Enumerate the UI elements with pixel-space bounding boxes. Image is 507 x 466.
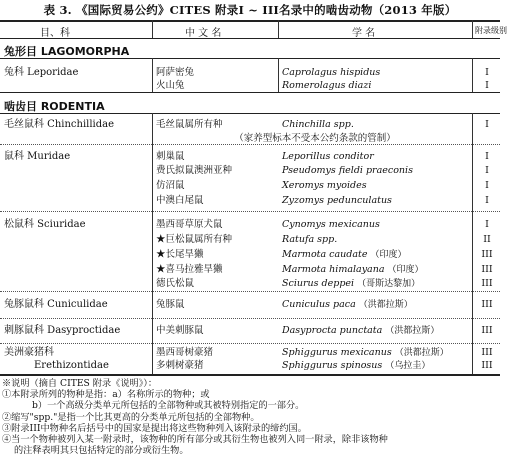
listing-country: （洪都拉斯） [358, 300, 413, 310]
scientific-name-text: Dasyprocta punctata [282, 325, 383, 336]
scientific-name-text: Sphiggurus spinosus [282, 360, 383, 371]
listing-country: （印度） [370, 250, 407, 260]
appendix-level: I [485, 195, 489, 206]
appendix-level: I [485, 180, 489, 191]
appendix-level: I [485, 151, 489, 162]
appendix-level: III [481, 264, 493, 275]
scientific-name [282, 248, 472, 262]
chinese-name: 墨西哥树豪猪 [156, 347, 214, 358]
header-order-family: 目、科 [40, 28, 70, 39]
scientific-name [282, 346, 472, 360]
family-name: 鼠科 Muridae [4, 151, 71, 162]
chinese-name: 中澳白尾鼠 [156, 195, 204, 206]
family-name-latin: Erethizontidae [34, 360, 109, 371]
chinese-name: 墨西哥草原犬鼠 [156, 219, 223, 230]
scientific-name: Chinchilla spp. [282, 119, 354, 130]
family-name: 毛丝鼠科 Chinchillidae [4, 119, 115, 130]
family-name: 美洲豪猪科 [4, 347, 54, 358]
listing-country: （洪都拉斯） [385, 326, 440, 336]
scientific-name: Caprolagus hispidus [282, 67, 381, 78]
rule-after-sciuridae [0, 291, 500, 292]
rule-after-leporidae [0, 92, 500, 93]
family-name: 兔科 Leporidae [4, 67, 79, 78]
appendix-level: III [481, 249, 493, 260]
rule-after-muridae [0, 211, 500, 212]
listing-country: （哥斯达黎加） [357, 279, 421, 289]
family-name: 兔豚鼠科 Cuniculidae [4, 299, 108, 310]
scientific-name-text: Sciurus deppei [282, 278, 355, 289]
appendix-level: III [481, 278, 493, 289]
rule-after-dasyproctidae [0, 343, 500, 344]
scientific-name [282, 359, 472, 373]
family-name: 刺豚鼠科 Dasyproctidae [4, 325, 121, 336]
scientific-name: Zyzomys pedunculatus [282, 195, 392, 206]
chinese-name: ★巨松鼠属所有种 [156, 234, 233, 245]
listing-country: （印度） [387, 265, 424, 275]
scientific-name: Ratufa spp. [282, 234, 338, 245]
section-title: 兔形目 LAGOMORPHA [4, 45, 130, 58]
scientific-name-text: Cuniculus paca [282, 299, 356, 310]
header-appendix-level: 附录级别 [475, 26, 507, 35]
appendix-level: I [485, 119, 489, 130]
scientific-name: Pseudomys fieldi praeconis [282, 165, 413, 176]
rule-after-cuniculidae [0, 318, 500, 319]
scientific-name [282, 298, 472, 312]
notes-heading: ※说明（摘自 CITES 附录《说明》）： [2, 378, 158, 389]
section-title: 啮齿目 RODENTIA [4, 100, 105, 113]
chinese-name: 多刺树豪猪 [156, 360, 204, 371]
scientific-name: Leporillus conditor [282, 151, 374, 162]
chinese-name: ★长尾旱獭 [156, 249, 204, 260]
scientific-name: Xeromys myoides [282, 180, 367, 191]
chinese-name: 刺巢鼠 [156, 151, 185, 162]
domestic-form-note: （家养型标本不受本公约条款的管制） [234, 133, 396, 144]
appendix-level: III [481, 325, 493, 336]
chinese-name: 阿萨密兔 [156, 67, 195, 78]
chinese-name: 中美刺豚鼠 [156, 325, 204, 336]
appendix-level: I [485, 219, 489, 230]
appendix-level: III [481, 299, 493, 310]
top-rule [0, 20, 500, 22]
note-1: ①本附录所列的物种是指：a）名称所示的物种；或 [2, 389, 210, 401]
scientific-name [282, 263, 472, 277]
scientific-name: Romerolagus diazi [282, 80, 372, 91]
scientific-name [282, 324, 472, 338]
chinese-name: ★喜马拉雅旱獭 [156, 264, 223, 275]
scientific-name [282, 277, 472, 291]
family-name: 松鼠科 Sciuridae [4, 219, 86, 230]
note-2: ②缩写"spp."是指一个比其更高的分类单元所包括的全部物种。 [2, 411, 260, 423]
note-1b: b）一个高级分类单元所包括的全部物种或其被特别指定的一部分。 [32, 400, 305, 412]
appendix-level: II [483, 234, 491, 245]
appendix-level: I [485, 67, 489, 78]
bottom-rule [0, 374, 500, 376]
note-4-continued: 的注释表明其只包括特定的部分或衍生物。 [14, 445, 189, 457]
header-rule [0, 38, 500, 39]
appendix-level: III [481, 360, 493, 371]
chinese-name: 毛丝鼠属所有种 [156, 119, 223, 130]
scientific-name-text: Sphiggurus mexicanus [282, 347, 392, 358]
appendix-level: III [481, 347, 493, 358]
appendix-level: I [485, 80, 489, 91]
scientific-name: Cynomys mexicanus [282, 219, 380, 230]
note-4: ④当一个物种被列入某一附录时，该物种的所有部分或其衍生物也被列入同一附录，除非该物种 [2, 434, 388, 446]
appendix-level: I [485, 165, 489, 176]
note-3: ③附录III中物种名后括号中的国家是提出将这些物种列入该附录的缔约国。 [2, 422, 307, 434]
chinese-name: 费氏拟鼠澳洲亚种 [156, 165, 233, 176]
scientific-name-text: Marmota himalayana [282, 264, 385, 275]
chinese-name: 仿沼鼠 [156, 180, 185, 191]
scientific-name-text: Marmota caudate [282, 249, 368, 260]
listing-country: （洪都拉斯） [394, 348, 449, 358]
listing-country: （乌拉圭） [385, 361, 431, 371]
rule-after-chinchillidae [0, 144, 500, 145]
header-scientific-name: 学 名 [352, 28, 376, 39]
table-caption: 表 3. 《国际贸易公约》CITES 附录I ~ III名录中的啮齿动物（2013 年版） [43, 3, 457, 17]
chinese-name: 火山兔 [156, 80, 185, 91]
chinese-name: 兔豚鼠 [156, 299, 185, 310]
explanatory-notes [2, 378, 498, 456]
header-chinese-name: 中 文 名 [185, 28, 222, 39]
chinese-name: 德氏松鼠 [156, 278, 195, 289]
